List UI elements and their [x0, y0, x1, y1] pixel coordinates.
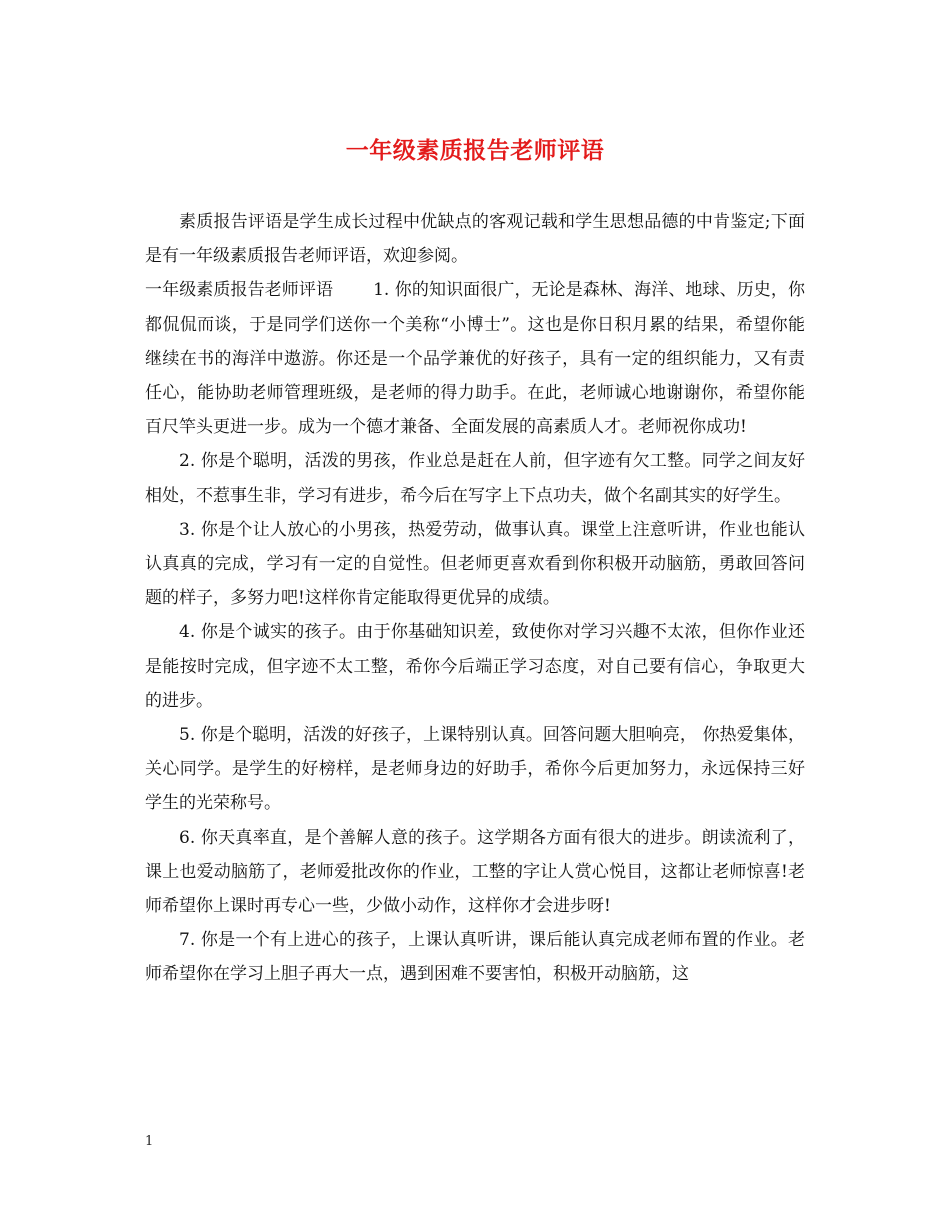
comment-paragraph-7: 7. 你是一个有上进心的孩子，上课认真听讲，课后能认真完成老师布置的作业。老师希望你在学习上胆子再大一点，遇到困难不要害怕，积极开动脑筋，这 [145, 930, 805, 985]
document-body [145, 205, 805, 992]
page-number: 1 [145, 1134, 154, 1149]
comment-paragraph-6: 6. 你天真率直，是个善解人意的孩子。这学期各方面有很大的进步。朗读流利了，课上也爱动脑筋了，老师爱批改你的作业，工整的字让人赏心悦目，这都让老师惊喜!老师希望你上课时再专心一些，少做小动作，这样你才会进步呀! [145, 827, 805, 917]
comment-paragraph-1 [145, 273, 805, 444]
intro-paragraph: 素质报告评语是学生成长过程中优缺点的客观记载和学生思想品德的中肯鉴定;下面是有一年级素质报告老师评语，欢迎参阅。 [145, 212, 805, 267]
comment-paragraph-2: 2. 你是个聪明，活泼的男孩，作业总是赶在人前，但字迹有欠工整。同学之间友好相处，不惹事生非，学习有进步，希今后在写字上下点功夫，做个名副其实的好学生。 [145, 451, 805, 506]
comment-paragraph-3: 3. 你是个让人放心的小男孩，热爱劳动，做事认真。课堂上注意听讲，作业也能认认真真的完成，学习有一定的自觉性。但老师更喜欢看到你积极开动脑筋，勇敢回答问题的样子，多努力吧!这样你肯定能取得更优异的成绩。 [145, 519, 805, 609]
section-subheading: 一年级素质报告老师评语 [145, 280, 334, 301]
comment-paragraph-5: 5. 你是个聪明，活泼的好孩子，上课特别认真。回答问题大胆响亮， 你热爱集体，关心同学。是学生的好榜样，是老师身边的好助手，希你今后更加努力，永远保持三好学生的光荣称号。 [145, 725, 805, 814]
comment-paragraph-4: 4. 你是个诚实的孩子。由于你基础知识差，致使你对学习兴趣不太浓，但你作业还是能按时完成，但字迹不太工整，希你今后端正学习态度，对自己要有信心，争取更大的进步。 [145, 622, 805, 711]
document-title: 一年级素质报告老师评语 [345, 137, 605, 164]
comment-text-1: 1. 你的知识面很广，无论是森林、海洋、地球、历史，你都侃侃而谈，于是同学们送你一个美称“小博士”。这也是你日积月累的结果，希望你能继续在书的海洋中遨游。你还是一个品学兼优的好孩子，具有一定的组织能力，又有责任心，能协助老师管理班级，是老师的得力助手。在此，老师诚心地谢谢你，希望你能百尺竿头更进一步。成为一个德才兼备、全面发展的高素质人才。老师祝你成功! [145, 280, 805, 438]
